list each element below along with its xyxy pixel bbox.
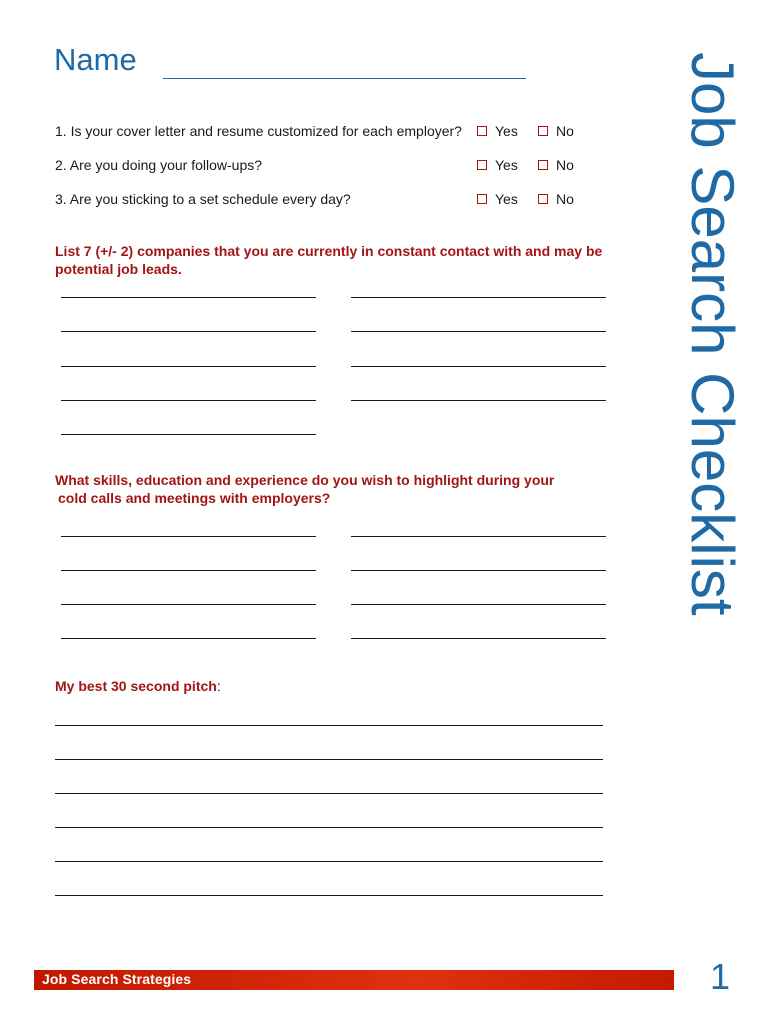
company-line-9[interactable] <box>61 434 316 435</box>
q2-no-option[interactable] <box>538 157 574 173</box>
pitch-line-6[interactable] <box>55 895 603 896</box>
checkbox-icon[interactable] <box>477 194 487 204</box>
q2-yes-label: Yes <box>495 157 518 173</box>
checkbox-icon[interactable] <box>538 194 548 204</box>
skills-prompt-line1: What skills, education and experience do you wish to highlight during your <box>55 472 555 488</box>
pitch-line-1[interactable] <box>55 725 603 726</box>
page-number: 1 <box>710 956 731 997</box>
companies-prompt-line1: List 7 (+/- 2) companies that you are currently in constant contact with and may be <box>55 243 603 259</box>
company-line-8[interactable] <box>351 400 606 401</box>
company-line-5[interactable] <box>61 366 316 367</box>
skill-line-6[interactable] <box>351 604 606 605</box>
companies-prompt <box>55 242 602 278</box>
footer-label: Job Search Strategies <box>42 971 192 987</box>
checkbox-icon[interactable] <box>477 160 487 170</box>
skill-line-8[interactable] <box>351 638 606 639</box>
q1-yes-option[interactable] <box>477 123 518 139</box>
pitch-prompt <box>55 677 221 695</box>
company-line-3[interactable] <box>61 331 316 332</box>
pitch-prompt-colon: : <box>216 678 221 694</box>
name-field-line[interactable] <box>163 78 526 79</box>
companies-prompt-line2: potential job leads. <box>55 261 182 277</box>
checkbox-icon[interactable] <box>538 160 548 170</box>
pitch-prompt-label: My best 30 second pitch <box>55 678 217 694</box>
skill-line-1[interactable] <box>61 536 316 537</box>
question-1: 1. Is your cover letter and resume customized for each employer? <box>55 123 462 139</box>
company-line-4[interactable] <box>351 331 606 332</box>
q3-yes-label: Yes <box>495 191 518 207</box>
page-title: Job Search Checklist <box>679 52 746 616</box>
q1-no-option[interactable] <box>538 123 574 139</box>
q3-yes-option[interactable] <box>477 191 518 207</box>
pitch-line-2[interactable] <box>55 759 603 760</box>
question-2: 2. Are you doing your follow-ups? <box>55 157 263 173</box>
question-3: 3. Are you sticking to a set schedule every day? <box>55 191 351 207</box>
q1-yes-label: Yes <box>495 123 518 139</box>
q2-no-label: No <box>556 157 574 173</box>
skills-prompt <box>55 471 554 507</box>
skill-line-7[interactable] <box>61 638 316 639</box>
checkbox-icon[interactable] <box>477 126 487 136</box>
company-line-1[interactable] <box>61 297 316 298</box>
skill-line-4[interactable] <box>351 570 606 571</box>
pitch-line-4[interactable] <box>55 827 603 828</box>
name-label: Name <box>54 42 137 77</box>
company-line-2[interactable] <box>351 297 606 298</box>
skills-prompt-line2: cold calls and meetings with employers? <box>58 490 331 506</box>
q2-yes-option[interactable] <box>477 157 518 173</box>
checkbox-icon[interactable] <box>538 126 548 136</box>
company-line-7[interactable] <box>61 400 316 401</box>
pitch-line-3[interactable] <box>55 793 603 794</box>
q3-no-label: No <box>556 191 574 207</box>
skill-line-5[interactable] <box>61 604 316 605</box>
q1-no-label: No <box>556 123 574 139</box>
skill-line-2[interactable] <box>351 536 606 537</box>
q3-no-option[interactable] <box>538 191 574 207</box>
company-line-6[interactable] <box>351 366 606 367</box>
skill-line-3[interactable] <box>61 570 316 571</box>
pitch-line-5[interactable] <box>55 861 603 862</box>
